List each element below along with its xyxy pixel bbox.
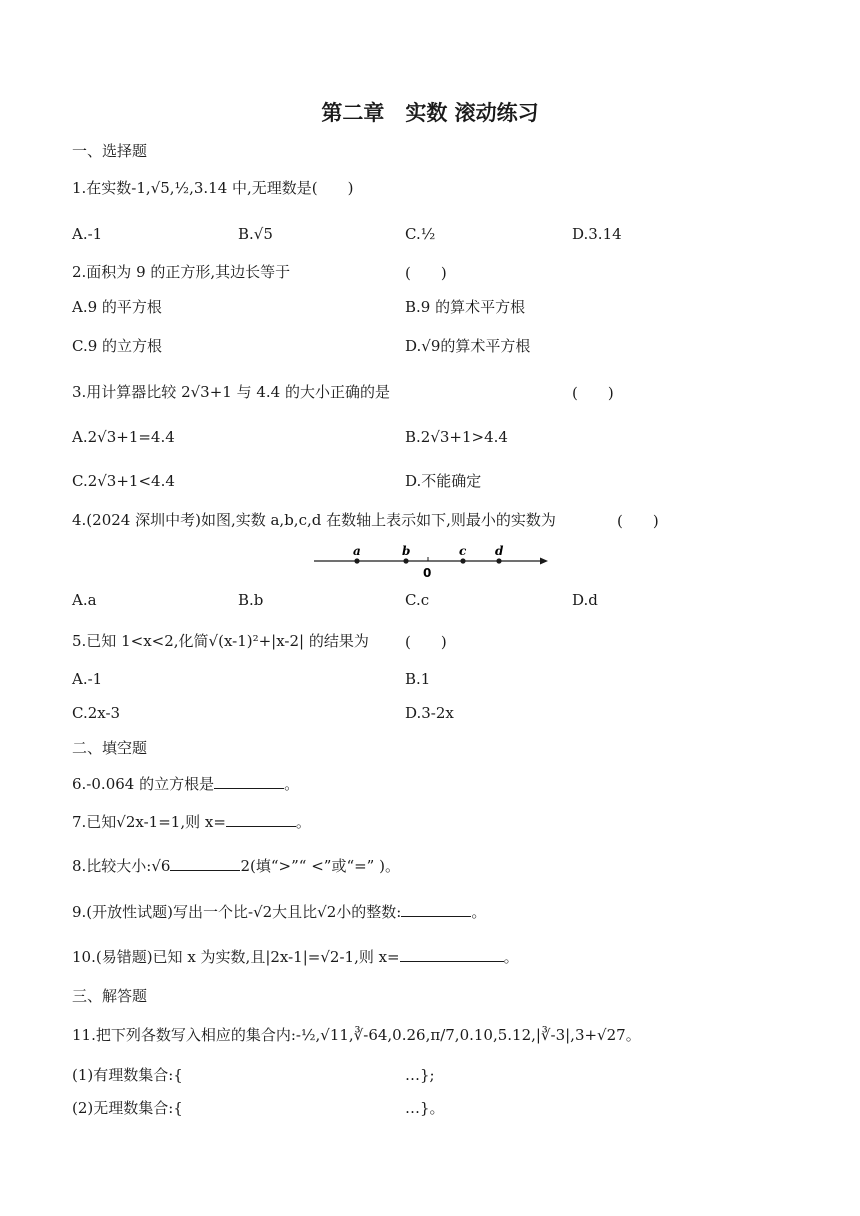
q2-option-c: C.9 的立方根: [72, 337, 163, 355]
point-a: [354, 558, 359, 563]
q1-option-d: D.3.14: [572, 225, 622, 243]
q6-text: 6.-0.064 的立方根是: [72, 775, 215, 793]
q8-text: 8.比较大小:√6: [72, 857, 171, 875]
question-2-stem: 2.面积为 9 的正方形,其边长等于: [72, 263, 291, 281]
label-d: d: [495, 545, 504, 558]
question-5-stem: 5.已知 1<x<2,化简√(x-1)²+|x-2| 的结果为: [72, 632, 369, 650]
q4-answer-paren: ( ): [617, 512, 659, 530]
question-11-stem: 11.把下列各数写入相应的集合内:-½,√11,∛-64,0.26,π/7,0.10,5.12,|∛-3|,3+√27。: [72, 1026, 641, 1044]
label-c: c: [459, 545, 467, 558]
q10-answer-blank[interactable]: [400, 946, 504, 962]
q4-option-d: D.d: [572, 591, 598, 609]
section-heading-choice: 一、选择题: [72, 142, 148, 160]
q9-end: 。: [471, 903, 487, 921]
q5-option-b: B.1: [405, 670, 431, 688]
point-c: [460, 558, 465, 563]
number-line-arrow-icon: [540, 558, 548, 565]
question-10: [72, 946, 519, 967]
q7-text: 7.已知√2x-1=1,则 x=: [72, 813, 226, 831]
q5-option-d: D.3-2x: [405, 704, 454, 722]
q3-option-d: D.不能确定: [405, 472, 482, 490]
q10-end: 。: [503, 948, 519, 966]
label-a: a: [353, 545, 361, 558]
q3-answer-paren: ( ): [572, 384, 614, 402]
q5-option-a: A.-1: [72, 670, 103, 688]
q8-end: 2(填“>”“ <”或“=” )。: [240, 857, 400, 875]
q7-end: 。: [295, 813, 311, 831]
q4-option-a: A.a: [72, 591, 97, 609]
rational-set-end: …};: [405, 1066, 435, 1084]
q6-end: 。: [284, 775, 300, 793]
label-b: b: [402, 545, 411, 558]
q2-option-b: B.9 的算术平方根: [405, 298, 526, 316]
q4-option-b: B.b: [238, 591, 264, 609]
q2-answer-paren: ( ): [405, 264, 447, 282]
q3-option-b: B.2√3+1>4.4: [405, 428, 508, 446]
page-title: 第二章 实数 滚动练习: [321, 101, 539, 125]
q2-option-d: D.√9的算术平方根: [405, 337, 531, 355]
q3-option-a: A.2√3+1=4.4: [72, 428, 175, 446]
q4-option-c: C.c: [405, 591, 430, 609]
q2-option-a: A.9 的平方根: [72, 298, 162, 316]
question-7: [72, 811, 311, 832]
question-3-stem: 3.用计算器比较 2√3+1 与 4.4 的大小正确的是: [72, 383, 390, 401]
q5-option-c: C.2x-3: [72, 704, 121, 722]
question-6: [72, 773, 299, 794]
q10-text: 10.(易错题)已知 x 为实数,且|2x-1|=√2-1,则 x=: [72, 948, 400, 966]
q9-text: 9.(开放性试题)写出一个比-√2大且比√2小的整数:: [72, 903, 402, 921]
label-zero: 0: [423, 566, 432, 580]
question-1-stem: 1.在实数-1,√5,½,3.14 中,无理数是( ): [72, 179, 354, 197]
irrational-set-end: …}。: [405, 1099, 445, 1117]
point-d: [496, 558, 501, 563]
q8-answer-blank[interactable]: [170, 855, 240, 871]
q6-answer-blank[interactable]: [214, 773, 284, 789]
point-b: [403, 558, 408, 563]
question-8: [72, 855, 400, 876]
q7-answer-blank[interactable]: [226, 811, 296, 827]
q1-option-b: B.√5: [238, 225, 273, 243]
question-4-stem: 4.(2024 深圳中考)如图,实数 a,b,c,d 在数轴上表示如下,则最小的实数为: [72, 511, 556, 529]
question-9: [72, 901, 486, 922]
number-line-figure: [312, 545, 552, 581]
q1-option-c: C.½: [405, 225, 436, 243]
section-heading-answer: 三、解答题: [72, 987, 148, 1005]
q3-option-c: C.2√3+1<4.4: [72, 472, 175, 490]
q5-answer-paren: ( ): [405, 633, 447, 651]
q9-answer-blank[interactable]: [401, 901, 471, 917]
section-heading-fill: 二、填空题: [72, 739, 148, 757]
q1-option-a: A.-1: [72, 225, 103, 243]
irrational-set-label: (2)无理数集合:{: [72, 1099, 183, 1117]
rational-set-label: (1)有理数集合:{: [72, 1066, 183, 1084]
